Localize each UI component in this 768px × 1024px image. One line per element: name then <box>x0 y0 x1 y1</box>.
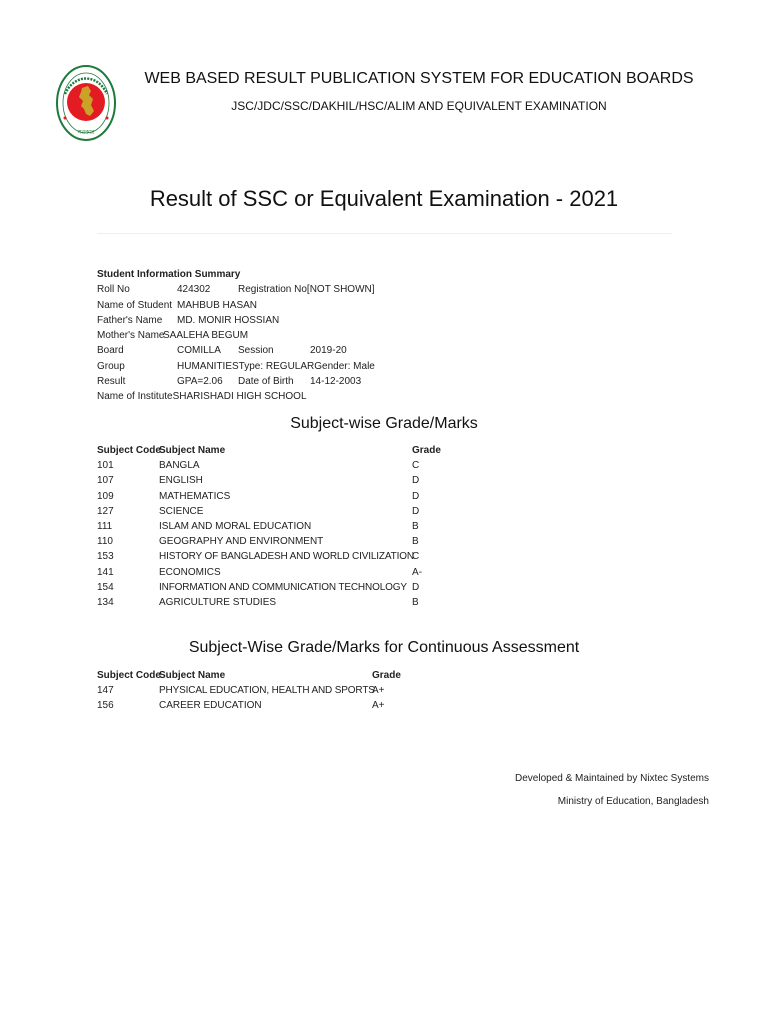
student-info-heading: Student Information Summary <box>97 269 241 280</box>
subject-code: 111 <box>97 520 113 532</box>
divider <box>97 233 672 234</box>
type-value: Type: REGULAR <box>238 360 315 372</box>
ministry-credit: Ministry of Education, Bangladesh <box>557 796 709 807</box>
result-row <box>97 374 375 389</box>
table-row <box>97 519 441 534</box>
subject-code: 101 <box>97 460 114 472</box>
column-header-code: Subject Code <box>97 445 161 456</box>
roll-value: 424302 <box>177 284 211 296</box>
subject-grade: B <box>412 536 419 548</box>
institute-label: Name of Institute <box>97 391 173 403</box>
father-name-label: Father's Name <box>97 314 163 326</box>
column-header-code: Subject Code <box>97 670 161 681</box>
system-subtitle: JSC/JDC/SSC/DAKHIL/HSC/ALIM AND EQUIVALENT EXAMINATION <box>231 99 607 113</box>
subject-code: 107 <box>97 475 114 487</box>
continuous-assessment-title: Subject-Wise Grade/Marks for Continuous Assessment <box>188 639 580 656</box>
bangladesh-government-seal-icon <box>55 64 117 142</box>
mother-name-label: Mother's Name <box>97 330 165 342</box>
subject-grades-table <box>97 443 441 610</box>
subject-name: MATHEMATICS <box>159 490 231 502</box>
subject-code: 147 <box>97 685 114 697</box>
subject-code: 141 <box>97 566 114 578</box>
column-header-name: Subject Name <box>159 445 226 456</box>
table-row <box>97 549 441 564</box>
student-name-value: MAHBUB HASAN <box>177 299 258 311</box>
subject-code: 156 <box>97 700 114 712</box>
table-row <box>97 504 441 519</box>
board-value: COMILLA <box>177 345 221 357</box>
group-label: Group <box>97 360 125 372</box>
group-value: HUMANITIES <box>177 360 239 372</box>
subject-name: GEOGRAPHY AND ENVIRONMENT <box>159 536 324 548</box>
subject-name: BANGLA <box>159 460 200 472</box>
subject-name: ECONOMICS <box>159 566 221 578</box>
subject-grades-title: Subject-wise Grade/Marks <box>290 415 478 432</box>
table-row <box>97 534 441 549</box>
table-row <box>97 473 441 488</box>
dob-label: Date of Birth <box>238 376 294 388</box>
subject-grade: C <box>412 551 420 563</box>
subject-grade: D <box>412 581 420 593</box>
subject-grade: D <box>412 475 420 487</box>
subject-name: ISLAM AND MORAL EDUCATION <box>159 520 312 532</box>
subject-code: 153 <box>97 551 114 563</box>
roll-label: Roll No <box>97 284 130 296</box>
student-information-summary <box>97 267 375 405</box>
subject-grade: C <box>412 460 420 472</box>
subject-grade: A+ <box>372 685 385 697</box>
developer-credit: Developed & Maintained by Nixtec Systems <box>515 773 709 784</box>
subject-grade: B <box>412 520 419 532</box>
gender-value: Gender: Male <box>314 360 375 372</box>
column-header-name: Subject Name <box>159 670 226 681</box>
table-row <box>97 565 441 580</box>
table-row <box>97 580 441 595</box>
subject-grade: A- <box>412 566 422 578</box>
institute-row <box>97 389 375 404</box>
subject-name: SCIENCE <box>159 505 204 517</box>
mother-name-value: SAALEHA BEGUM <box>163 330 249 342</box>
group-row <box>97 359 375 374</box>
subject-code: 110 <box>97 536 113 548</box>
student-name-label: Name of Student <box>97 299 173 311</box>
subject-name: CAREER EDUCATION <box>159 700 262 712</box>
column-header-grade: Grade <box>412 445 441 456</box>
student-name-row <box>97 298 375 313</box>
column-header-grade: Grade <box>372 670 401 681</box>
page-title: Result of SSC or Equivalent Examination - 2021 <box>149 186 619 211</box>
subject-name: HISTORY OF BANGLADESH AND WORLD CIVILIZATION <box>159 551 414 563</box>
subject-code: 109 <box>97 490 114 502</box>
board-label: Board <box>97 345 124 357</box>
table-row <box>97 595 441 610</box>
subject-grade: D <box>412 490 420 502</box>
table-row <box>97 683 401 698</box>
session-value: 2019-20 <box>310 345 347 357</box>
result-label: Result <box>97 376 126 388</box>
registration-value: [NOT SHOWN] <box>306 284 375 296</box>
dob-value: 14-12-2003 <box>310 376 362 388</box>
table-row <box>97 458 441 473</box>
subject-grade: B <box>412 596 419 608</box>
institute-value: SHARISHADI HIGH SCHOOL <box>172 391 307 403</box>
session-label: Session <box>238 345 274 357</box>
table-row <box>97 698 401 713</box>
subject-code: 154 <box>97 581 114 593</box>
subject-name: ENGLISH <box>159 475 203 487</box>
board-row <box>97 343 375 358</box>
table-header <box>97 443 441 458</box>
father-name-row <box>97 313 375 328</box>
subject-code: 127 <box>97 505 114 517</box>
subject-grade: A+ <box>372 700 385 712</box>
system-title: WEB BASED RESULT PUBLICATION SYSTEM FOR EDUCATION BOARDS <box>144 70 694 87</box>
gpa-value: GPA=2.06 <box>177 376 223 388</box>
registration-label: Registration No <box>238 284 307 296</box>
subject-grade: D <box>412 505 420 517</box>
roll-row <box>97 282 375 297</box>
government-seal-logo <box>55 64 117 142</box>
subject-name: PHYSICAL EDUCATION, HEALTH AND SPORTS <box>159 685 375 697</box>
table-row <box>97 489 441 504</box>
subject-name: INFORMATION AND COMMUNICATION TECHNOLOGY <box>159 581 407 593</box>
continuous-assessment-table <box>97 668 401 714</box>
father-name-value: MD. MONIR HOSSIAN <box>177 314 280 326</box>
svg-text:সরকার: সরকার <box>77 129 95 136</box>
table-header <box>97 668 401 683</box>
subject-name: AGRICULTURE STUDIES <box>159 596 277 608</box>
mother-name-row <box>97 328 375 343</box>
subject-code: 134 <box>97 596 114 608</box>
